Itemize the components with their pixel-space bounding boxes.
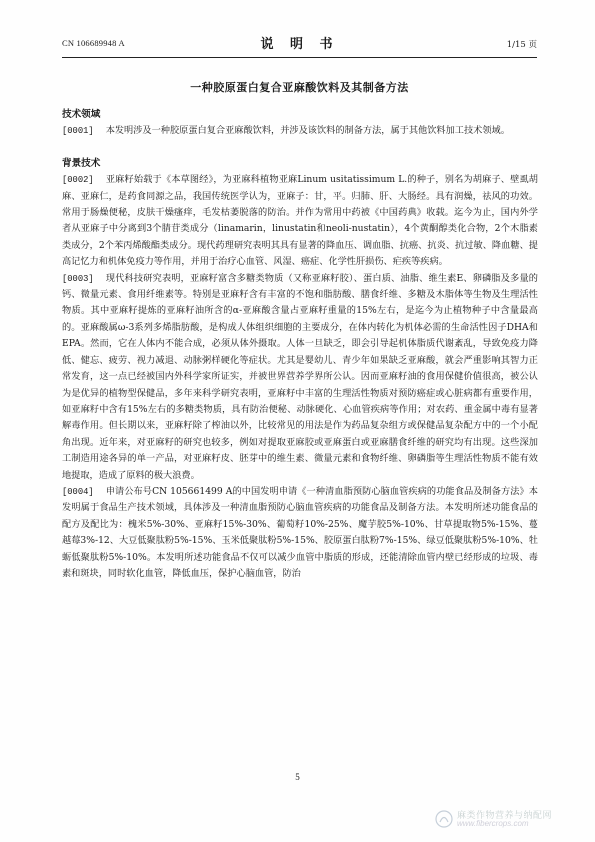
- paragraph-text: 亚麻籽始载于《本草图经》，为亚麻科植物亚麻Linum usitatissimum L.的种子，别名为胡麻子、壁虱胡麻、亚麻仁，是药食同源之品，我国传统医学认为，亚麻子：甘，平。归肺、肝、大肠经。具有润燥，祛风的功效。常用于肠燥便秘，皮肤干燥瘙痒，毛发枯萎脱落的防治。并作为常用中药被《中国药典》收载。迄今为止，国内外学者从亚麻子中分离到3个腈苷类成分（linamarin，linustatin和neoli-nustatin），4个黄酮醇类化合物，2个木脂素类成分，2个苯丙烯酸酯类成分。现代药理研究表明其具有显著的降血压、调血脂、抗癌、抗炎、抗过敏、降血糖、提高记忆力和机体免疫力等作用，并用于治疗心血管、风湿、癌症、化学性肝损伤、疟疾等疾病。: [62, 174, 538, 268]
- section-heading-technical-field: 技术领域: [62, 109, 101, 120]
- watermark-text: 麻类作物营养与纳配网: [457, 811, 553, 821]
- paragraph-number: [0003]: [62, 273, 94, 284]
- page-number: 5: [295, 772, 300, 782]
- paragraph-number: [0001]: [62, 126, 94, 137]
- page-header: [62, 32, 537, 54]
- paragraph-0004: [62, 484, 538, 582]
- watermark-url: www.fibercrops.com: [457, 819, 529, 828]
- document-type: 说 明 书: [260, 37, 339, 52]
- paragraph-text: 本发明涉及一种胶原蛋白复合亚麻酸饮料，并涉及该饮料的制备方法，属于其他饮料加工技术领域。: [105, 125, 510, 137]
- watermark: [435, 808, 575, 830]
- document-title: 一种胶原蛋白复合亚麻酸饮料及其制备方法: [190, 81, 409, 94]
- paragraph-number: [0004]: [62, 486, 94, 497]
- watermark-logo-icon: [435, 810, 453, 828]
- section-heading-background: 背景技术: [62, 157, 101, 169]
- paragraph-0003: [62, 271, 538, 484]
- patent-number: CN 106689948 A: [62, 38, 125, 48]
- paragraph-number: [0002]: [62, 175, 94, 186]
- paragraph-0001: [62, 123, 538, 139]
- paragraph-0002: [62, 172, 538, 270]
- paragraph-text: 申请公布号CN 105661499 A的中国发明申请《一种清血脂预防心脑血管疾病的功能食品及制备方法》本发明属于食品生产技术领域，具体涉及一种清血脂预防心脑血管疾病的功能食品及制备方法。本发明所述功能食品的配方及配比为：槐米5%-30%、亚麻籽15%-30%、葡萄籽10%-25%、魔芋胶5%-10%、甘草提取物5%-15%、蔓越莓3%-12、大豆低聚肽粉5%-15%、玉米低聚肽粉5%-15%、胶原蛋白肽粉7%-15%、绿豆低聚肽粉5%-10%、牡蛎低聚肽粉5%-10%。本发明所述功能食品不仅可以减少血管中脂质的形成，还能清除血管内壁已经形成的垃圾、毒素和斑块，同时软化血管，降低血压，保护心脑血管，防治: [62, 485, 538, 579]
- paragraph-text: 现代科技研究表明，亚麻籽富含多糖类物质（又称亚麻籽胶）、蛋白质、油脂、维生素E、卵磷脂及多量的钙、微量元素、食用纤维素等。特别是亚麻籽含有丰富的不饱和脂肪酸、膳食纤维、多糖及木脂体等生物及生理活性物质。其中亚麻籽提炼的亚麻籽油所含的α-亚麻酸含量占亚麻籽重量的15%左右，是迄今为止植物种子中含量最高的。亚麻酸属ω-3系列多烯脂肪酸，是构成人体组织细胞的主要成分，在体内转化为机体必需的生命活性因子DHA和EPA。然而，它在人体内不能合成，必须从体外摄取。人体一旦缺乏，即会引导起机体脂质代谢紊乱，导致免疫力降低、健忘、疲劳、视力减退、动脉粥样硬化等症状。尤其是婴幼儿、青少年如果缺乏亚麻酸，就会严重影响其智力正常发育，这一点已经被国内外科学家所证实，并被世界营养学界所公认。因而亚麻籽油的食用保健价值很高，被公认为是优异的植物型保健品，多年来科学研究表明，亚麻籽中丰富的生理活性物质对预防癌症或心脏病都有重要作用，如亚麻籽中含有15%左右的多糖类物质，具有防治便秘、动脉硬化、心血管疾病等作用；对农药、重金属中毒有显著解毒作用。但长期以来，亚麻籽除了榨油以外，比较常见的用法是作为药品复杂组方或保健品复杂配方中的一个小配角出现。近年来，对亚麻籽的研究也较多，例如对提取亚麻胶或亚麻蛋白或亚麻膳食纤维的研究均有出现。这些深加工制造用途各异的单一产品，对亚麻籽皮、胚芽中的维生素、微量元素和食物纤维、卵磷脂等生理活性物质不能有效地提取，造成了原料的极大浪费。: [62, 272, 538, 481]
- page-indicator: 1/15 页: [506, 40, 537, 50]
- document-body: [62, 107, 538, 582]
- header-divider: [62, 57, 537, 58]
